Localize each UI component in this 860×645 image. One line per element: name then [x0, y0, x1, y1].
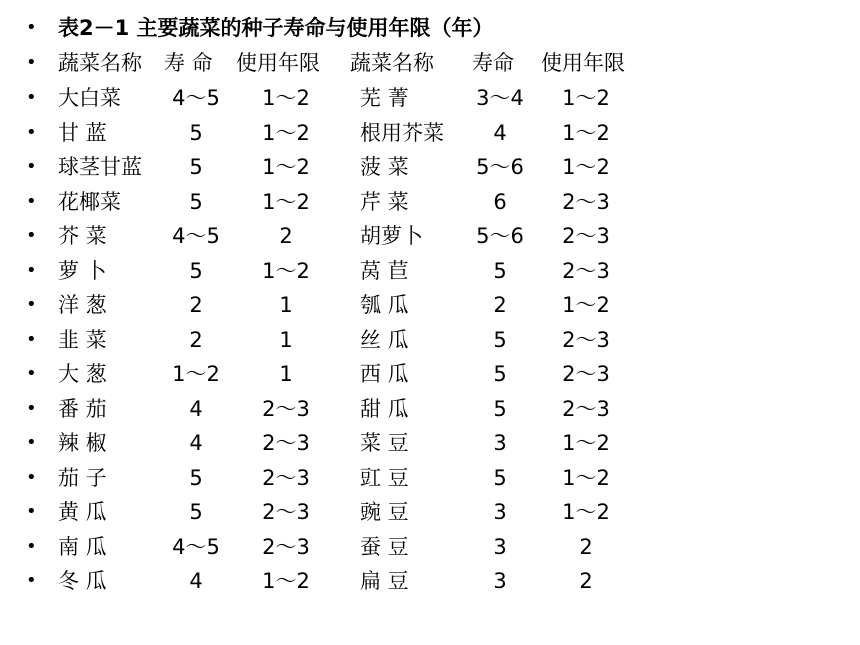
seed-life-left: 5	[189, 155, 203, 179]
veg-name-left: 球茎甘蓝	[58, 155, 142, 179]
veg-name-left: 花椰菜	[58, 189, 121, 214]
veg-name-right: 根用芥菜	[360, 120, 444, 145]
seed-life-right: 5	[493, 327, 507, 352]
use-years-left: 1～2	[262, 86, 310, 110]
use-years-right: 1～2	[562, 431, 610, 455]
seed-life-right: 5	[493, 465, 507, 490]
veg-name-left: 黄 瓜	[58, 500, 107, 524]
use-years-left: 2～3	[262, 431, 310, 455]
veg-name-left: 南 瓜	[58, 534, 107, 559]
seed-life-right: 5～6	[476, 224, 524, 248]
bullet: •	[26, 363, 37, 384]
seed-life-left: 1～2	[172, 362, 220, 386]
seed-life-left: 4	[189, 431, 203, 455]
use-years-right: 2～3	[562, 258, 610, 283]
bullet: •	[26, 121, 37, 143]
use-years-right: 1～2	[562, 86, 610, 110]
use-years-right: 2～3	[562, 224, 610, 248]
seed-life-right: 3	[493, 569, 507, 593]
veg-name-left: 芥 菜	[58, 224, 107, 248]
seed-life-right: 3	[493, 500, 507, 524]
seed-life-left: 4～5	[172, 86, 220, 110]
use-years-right: 1～2	[562, 465, 610, 490]
use-years-right: 2～3	[562, 189, 610, 214]
use-years-right: 2～3	[562, 396, 610, 421]
seed-life-right: 5	[493, 362, 507, 386]
use-years-left: 1	[279, 327, 293, 352]
seed-life-right: 3	[493, 534, 507, 559]
bullet: •	[26, 294, 37, 315]
seed-life-right: 6	[493, 189, 507, 214]
seed-life-left: 4～5	[172, 534, 220, 559]
use-years-right: 1～2	[562, 500, 610, 524]
bullet: •	[26, 432, 37, 453]
seed-life-right: 5～6	[476, 155, 524, 179]
bullet: •	[26, 466, 37, 488]
bullet: •	[26, 156, 37, 177]
header-life-right: 寿命	[472, 51, 514, 75]
use-years-left: 2～3	[262, 396, 310, 421]
seed-life-right: 3	[493, 431, 507, 455]
seed-life-right: 5	[493, 258, 507, 283]
seed-life-left: 5	[189, 189, 203, 214]
veg-name-left: 冬 瓜	[58, 569, 107, 593]
veg-name-right: 瓠 瓜	[360, 293, 409, 317]
seed-life-right: 2	[493, 293, 507, 317]
veg-name-left: 甘 蓝	[58, 120, 107, 145]
veg-name-right: 芜 菁	[360, 86, 409, 110]
veg-name-right: 丝 瓜	[360, 327, 409, 352]
seed-life-left: 2	[189, 327, 203, 352]
veg-name-right: 芹 菜	[360, 189, 409, 214]
veg-name-right: 西 瓜	[360, 362, 409, 386]
use-years-left: 2	[279, 224, 293, 248]
use-years-right: 1～2	[562, 120, 610, 145]
bullet: •	[26, 501, 37, 522]
bullet: •	[26, 397, 37, 419]
use-years-left: 1～2	[262, 569, 310, 593]
veg-name-right: 菜 豆	[360, 431, 409, 455]
bullet: •	[26, 17, 37, 38]
seed-life-right: 4	[493, 120, 507, 145]
seed-life-left: 5	[189, 500, 203, 524]
bullet: •	[26, 87, 37, 108]
use-years-left: 2～3	[262, 465, 310, 490]
use-years-right: 2～3	[562, 362, 610, 386]
use-years-right: 2	[579, 534, 593, 559]
seed-life-left: 4～5	[172, 224, 220, 248]
seed-life-left: 4	[189, 396, 203, 421]
seed-life-right: 5	[493, 396, 507, 421]
use-years-right: 1～2	[562, 293, 610, 317]
use-years-left: 1～2	[262, 189, 310, 214]
seed-life-left: 5	[189, 120, 203, 145]
use-years-left: 1～2	[262, 155, 310, 179]
use-years-left: 1～2	[262, 120, 310, 145]
seed-life-right: 3～4	[476, 86, 524, 110]
bullet: •	[26, 570, 37, 591]
bullet: •	[26, 52, 37, 73]
bullet: •	[26, 259, 37, 281]
header-life-left: 寿 命	[164, 51, 213, 75]
veg-name-left: 大 葱	[58, 362, 107, 386]
veg-name-left: 大白菜	[58, 86, 121, 110]
bullet: •	[26, 225, 37, 246]
veg-name-right: 胡萝卜	[360, 224, 423, 248]
veg-name-left: 洋 葱	[58, 293, 107, 317]
seed-life-left: 2	[189, 293, 203, 317]
table-title: 表2－1 主要蔬菜的种子寿命与使用年限（年）	[58, 16, 494, 40]
veg-name-right: 豌 豆	[360, 500, 409, 524]
veg-name-right: 豇 豆	[360, 465, 409, 490]
header-years-left: 使用年限	[236, 51, 320, 75]
veg-name-right: 蚕 豆	[360, 534, 409, 559]
use-years-left: 1	[279, 362, 293, 386]
use-years-left: 2～3	[262, 500, 310, 524]
veg-name-left: 番 茄	[58, 396, 107, 421]
veg-name-right: 扁 豆	[360, 569, 409, 593]
veg-name-left: 萝 卜	[58, 258, 107, 283]
veg-name-left: 辣 椒	[58, 431, 107, 455]
header-name-left: 蔬菜名称	[58, 51, 142, 75]
seed-life-left: 5	[189, 258, 203, 283]
veg-name-right: 菠 菜	[360, 155, 409, 179]
seed-life-left: 4	[189, 569, 203, 593]
use-years-right: 2～3	[562, 327, 610, 352]
seed-life-left: 5	[189, 465, 203, 490]
bullet: •	[26, 328, 37, 350]
use-years-right: 1～2	[562, 155, 610, 179]
veg-name-left: 韭 菜	[58, 327, 107, 352]
use-years-left: 1	[279, 293, 293, 317]
use-years-left: 2～3	[262, 534, 310, 559]
bullet: •	[26, 535, 37, 557]
veg-name-right: 甜 瓜	[360, 396, 409, 421]
veg-name-left: 茄 子	[58, 465, 107, 490]
header-name-right: 蔬菜名称	[350, 51, 434, 75]
bullet: •	[26, 190, 37, 212]
use-years-left: 1～2	[262, 258, 310, 283]
veg-name-right: 莴 苣	[360, 258, 409, 283]
header-years-right: 使用年限	[541, 51, 625, 75]
use-years-right: 2	[579, 569, 593, 593]
